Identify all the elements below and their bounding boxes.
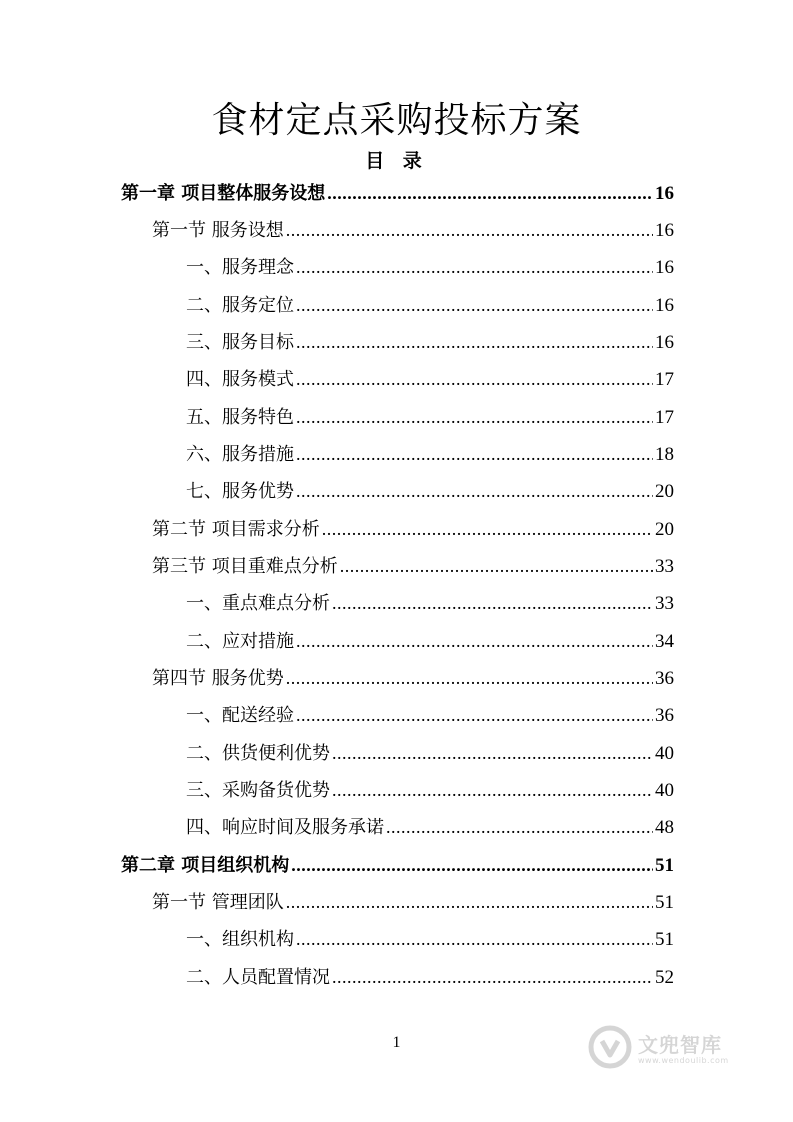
toc-entry-page: 33 [655,593,674,614]
toc-entry[interactable] [186,365,674,393]
toc-leader-dots [296,929,653,950]
watermark-url: www.wendoulib.com [638,1056,729,1065]
toc-entry-label: 二、人员配置情况 [186,967,330,988]
toc-entry-page: 52 [655,967,674,988]
toc-entry-page: 17 [655,407,674,428]
toc-entry[interactable] [186,701,674,729]
toc-leader-dots [332,593,653,614]
toc-entry-page: 36 [655,705,674,726]
toc-entry-label: 一、服务理念 [186,257,294,278]
toc-entry-label: 四、响应时间及服务承诺 [186,817,384,838]
toc-entry-page: 16 [655,183,674,204]
toc-entry-page: 16 [655,257,674,278]
toc-entry-label: 五、服务特色 [186,407,294,428]
toc-entry[interactable] [186,739,674,767]
toc-entry-label: 三、采购备货优势 [186,780,330,801]
toc-entry-page: 40 [655,780,674,801]
toc-entry[interactable] [186,589,674,617]
toc-entry[interactable] [186,403,674,431]
wendou-logo-icon [588,1025,632,1069]
toc-entry[interactable] [152,664,674,692]
page-number: 1 [392,1034,401,1051]
toc-leader-dots [296,295,653,316]
toc-entry-label: 第三节 项目重难点分析 [152,556,338,577]
toc-leader-dots [332,743,653,764]
toc-entry-page: 20 [655,519,674,540]
toc-entry-page: 51 [655,892,674,913]
toc-entry-label: 二、供货便利优势 [186,743,330,764]
toc-entry[interactable] [121,851,674,879]
watermark-name: 文兜智库 [638,1033,722,1057]
toc-leader-dots [296,481,653,502]
toc-entry-label: 一、配送经验 [186,705,294,726]
toc-leader-dots [296,631,653,652]
toc-entry[interactable] [186,477,674,505]
toc-entry-page: 48 [655,817,674,838]
toc-entry-label: 第四节 服务优势 [152,668,284,689]
toc-leader-dots [286,668,653,689]
toc-leader-dots [296,332,653,353]
toc-leader-dots [296,444,653,465]
toc-entry-page: 33 [655,556,674,577]
toc-leader-dots [296,369,653,390]
toc-heading: 目 录 [365,150,428,172]
document-title: 食材定点采购投标方案 [211,100,582,141]
toc-entry-page: 36 [655,668,674,689]
toc-entry[interactable] [186,963,674,991]
toc-entry-page: 34 [655,631,674,652]
toc-entry-page: 16 [655,295,674,316]
toc-entry-page: 16 [655,220,674,241]
toc-entry-label: 第二节 项目需求分析 [152,519,320,540]
toc-entry-page: 40 [655,743,674,764]
toc-entry-label: 第二章 项目组织机构 [121,855,290,876]
toc-leader-dots [296,407,653,428]
toc-entry-label: 六、服务措施 [186,444,294,465]
toc-entry[interactable] [186,776,674,804]
toc-entry-page: 51 [655,855,674,876]
toc-entry-label: 二、服务定位 [186,295,294,316]
toc-entry[interactable] [152,216,674,244]
toc-leader-dots [286,220,653,241]
toc-entry-label: 三、服务目标 [186,332,294,353]
toc-entry[interactable] [186,253,674,281]
toc-leader-dots [286,892,653,913]
toc-entry-page: 51 [655,929,674,950]
toc-leader-dots [340,556,653,577]
toc-leader-dots [327,183,653,204]
toc-entry[interactable] [186,440,674,468]
toc-leader-dots [332,780,653,801]
toc-entry[interactable] [152,515,674,543]
toc-leader-dots [296,257,653,278]
toc-entry-page: 20 [655,481,674,502]
toc-entry-page: 17 [655,369,674,390]
toc-leader-dots [322,519,653,540]
toc-entry-label: 一、组织机构 [186,929,294,950]
toc-leader-dots [386,817,653,838]
toc-entry-label: 第一节 服务设想 [152,220,284,241]
toc-entry-page: 16 [655,332,674,353]
toc-entry-label: 七、服务优势 [186,481,294,502]
toc-entry[interactable] [121,179,674,207]
toc-entry-label: 四、服务模式 [186,369,294,390]
toc-entry[interactable] [186,925,674,953]
toc-entry-label: 一、重点难点分析 [186,593,330,614]
toc-entry[interactable] [186,813,674,841]
toc-leader-dots [332,967,653,988]
toc-leader-dots [291,855,653,876]
toc-entry-label: 第一章 项目整体服务设想 [121,183,326,204]
toc-entry[interactable] [186,627,674,655]
toc-entry-label: 第一节 管理团队 [152,892,284,913]
toc-entry[interactable] [186,291,674,319]
toc-entry[interactable] [152,552,674,580]
toc-entry-page: 18 [655,444,674,465]
toc-entry[interactable] [152,888,674,916]
toc-entry-label: 二、应对措施 [186,631,294,652]
watermark [588,1022,758,1072]
toc-entry[interactable] [186,328,674,356]
toc-leader-dots [296,705,653,726]
